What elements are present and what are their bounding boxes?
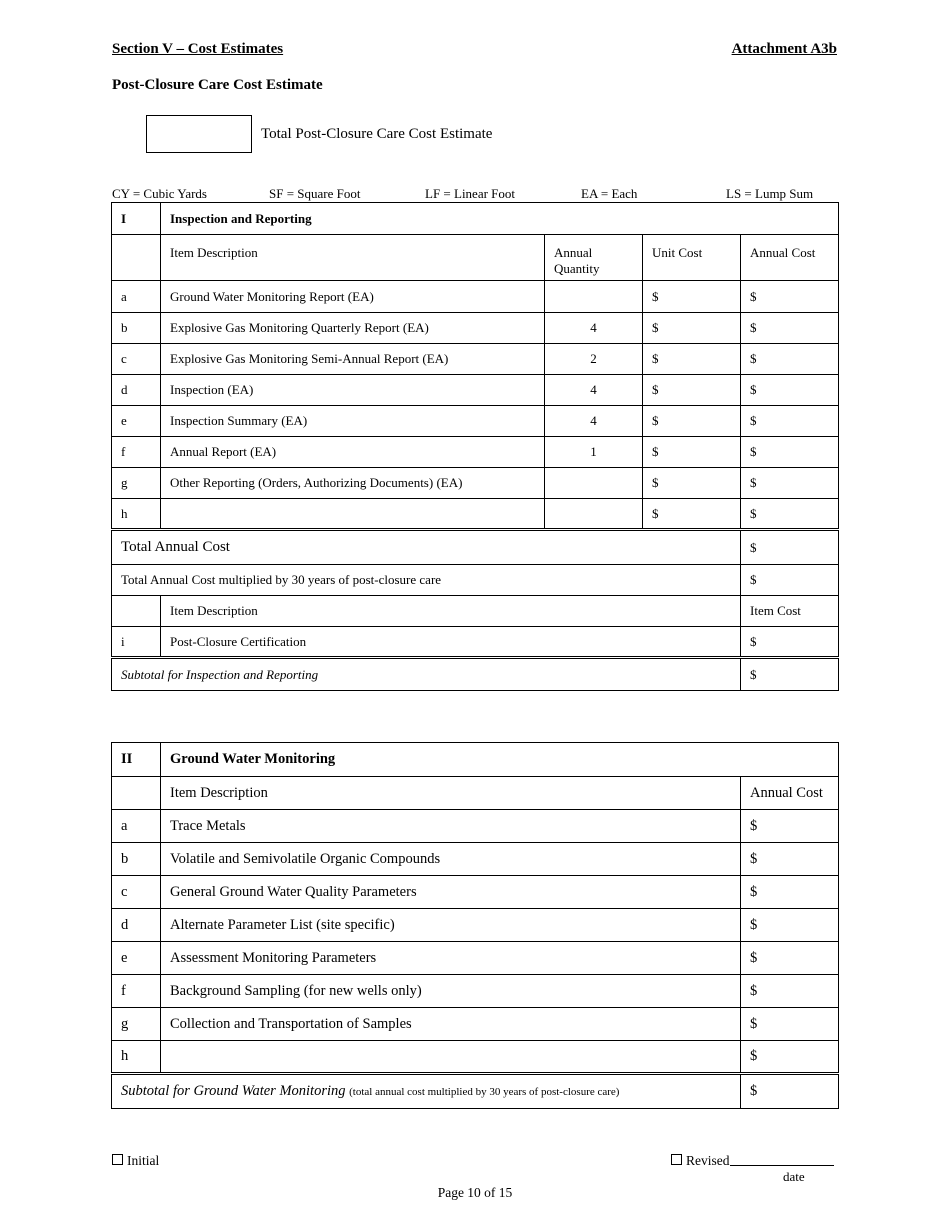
row-description: Other Reporting (Orders, Authorizing Documents) (EA) — [161, 468, 545, 499]
subtotal-label-cell — [112, 1074, 741, 1109]
row-annual-cost[interactable]: $ — [741, 437, 839, 468]
row-annual-cost[interactable]: $ — [741, 313, 839, 344]
table-row — [112, 876, 839, 909]
row-unit-cost[interactable]: $ — [643, 468, 741, 499]
row-annual-cost[interactable]: $ — [741, 843, 839, 876]
col-item-description-2: Item Description — [161, 596, 741, 627]
row-unit-cost[interactable]: $ — [643, 437, 741, 468]
subtotal-note: (total annual cost multiplied by 30 years of post-closure care) — [349, 1086, 620, 1098]
row-id: c — [112, 876, 161, 909]
row-unit-cost[interactable]: $ — [643, 375, 741, 406]
row-id: g — [112, 1008, 161, 1041]
row-unit-cost[interactable]: $ — [643, 313, 741, 344]
table-row — [112, 344, 839, 375]
row-description: Explosive Gas Monitoring Quarterly Report (EA) — [161, 313, 545, 344]
row-description: Ground Water Monitoring Report (EA) — [161, 281, 545, 313]
row-annual-cost[interactable]: $ — [741, 499, 839, 530]
row-id: f — [112, 975, 161, 1008]
total-30-years-value[interactable]: $ — [741, 565, 839, 596]
row-id: h — [112, 499, 161, 530]
row-quantity[interactable]: 1 — [545, 437, 643, 468]
section-title: Inspection and Reporting — [161, 203, 839, 235]
section-heading: Section V – Cost Estimates — [112, 41, 284, 57]
row-description: General Ground Water Quality Parameters — [161, 876, 741, 909]
total-estimate-input[interactable] — [146, 115, 252, 153]
row-quantity[interactable]: 4 — [545, 406, 643, 437]
total-annual-cost-value[interactable]: $ — [741, 530, 839, 565]
revised-date-field[interactable] — [730, 1153, 834, 1166]
attachment-heading: Attachment A3b — [731, 41, 837, 57]
row-id: i — [112, 627, 161, 658]
table-row — [112, 281, 839, 313]
row-unit-cost[interactable]: $ — [643, 406, 741, 437]
total-annual-cost-label: Total Annual Cost — [112, 530, 741, 565]
col-unit-cost: Unit Cost — [643, 235, 741, 281]
row-annual-cost[interactable]: $ — [741, 810, 839, 843]
row-id: c — [112, 344, 161, 375]
row-description[interactable] — [161, 499, 545, 530]
row-annual-cost[interactable]: $ — [741, 468, 839, 499]
table-row — [112, 313, 839, 344]
table-row — [112, 627, 839, 658]
row-quantity[interactable] — [545, 281, 643, 313]
initial-option[interactable] — [112, 1153, 159, 1169]
table-row — [112, 499, 839, 530]
row-item-cost[interactable]: $ — [741, 627, 839, 658]
row-id: a — [112, 281, 161, 313]
subtotal-value[interactable]: $ — [741, 1074, 839, 1109]
section-number: II — [112, 743, 161, 777]
row-annual-cost[interactable]: $ — [741, 876, 839, 909]
checkbox-icon[interactable] — [671, 1154, 682, 1165]
row-annual-cost[interactable]: $ — [741, 344, 839, 375]
col-item-description: Item Description — [161, 235, 545, 281]
row-id: b — [112, 843, 161, 876]
row-quantity[interactable]: 4 — [545, 375, 643, 406]
row-annual-cost[interactable]: $ — [741, 1008, 839, 1041]
table-row — [112, 810, 839, 843]
legend-ls: LS = Lump Sum — [726, 186, 814, 201]
row-description: Alternate Parameter List (site specific) — [161, 909, 741, 942]
section-number: I — [112, 203, 161, 235]
row-description: Annual Report (EA) — [161, 437, 545, 468]
row-quantity[interactable] — [545, 499, 643, 530]
col-annual-cost: Annual Cost — [741, 777, 839, 810]
inspection-reporting-table — [111, 202, 839, 691]
row-annual-cost[interactable]: $ — [741, 406, 839, 437]
table-row — [112, 1041, 839, 1074]
table-row — [112, 437, 839, 468]
subtotal-label: Subtotal for Ground Water Monitoring — [121, 1083, 346, 1099]
row-id: g — [112, 468, 161, 499]
row-id: e — [112, 942, 161, 975]
subtotal-label: Subtotal for Inspection and Reporting — [112, 658, 741, 691]
row-annual-cost[interactable]: $ — [741, 1041, 839, 1074]
row-annual-cost[interactable]: $ — [741, 909, 839, 942]
row-description: Trace Metals — [161, 810, 741, 843]
row-quantity[interactable] — [545, 468, 643, 499]
header-id-cell — [112, 596, 161, 627]
row-unit-cost[interactable]: $ — [643, 281, 741, 313]
page-title: Post-Closure Care Cost Estimate — [112, 77, 323, 93]
row-annual-cost[interactable]: $ — [741, 942, 839, 975]
total-estimate-label: Total Post-Closure Care Cost Estimate — [261, 126, 493, 142]
ground-water-monitoring-table — [111, 742, 839, 1109]
row-id: a — [112, 810, 161, 843]
checkbox-icon[interactable] — [112, 1154, 123, 1165]
row-description: Inspection (EA) — [161, 375, 545, 406]
row-description: Collection and Transportation of Samples — [161, 1008, 741, 1041]
col-item-cost: Item Cost — [741, 596, 839, 627]
row-description: Post-Closure Certification — [161, 627, 741, 658]
row-annual-cost[interactable]: $ — [741, 975, 839, 1008]
col-item-description: Item Description — [161, 777, 741, 810]
initial-label: Initial — [127, 1153, 160, 1168]
row-id: b — [112, 313, 161, 344]
table-row — [112, 942, 839, 975]
table-row — [112, 1008, 839, 1041]
row-annual-cost[interactable]: $ — [741, 375, 839, 406]
row-id: d — [112, 909, 161, 942]
section-title: Ground Water Monitoring — [161, 743, 839, 777]
header-id-cell — [112, 235, 161, 281]
legend-ea: EA = Each — [581, 186, 638, 201]
row-description[interactable] — [161, 1041, 741, 1074]
table-row — [112, 843, 839, 876]
row-id: e — [112, 406, 161, 437]
date-caption: date — [783, 1169, 805, 1184]
legend-sf: SF = Square Foot — [269, 186, 361, 201]
row-description: Volatile and Semivolatile Organic Compounds — [161, 843, 741, 876]
row-unit-cost[interactable]: $ — [643, 499, 741, 530]
total-30-years-label: Total Annual Cost multiplied by 30 years of post-closure care — [112, 565, 741, 596]
row-quantity[interactable]: 2 — [545, 344, 643, 375]
page-number: Page 10 of 15 — [437, 1185, 513, 1200]
col-annual-cost: Annual Cost — [741, 235, 839, 281]
row-unit-cost[interactable]: $ — [643, 344, 741, 375]
row-description: Background Sampling (for new wells only) — [161, 975, 741, 1008]
col-annual-quantity: Annual Quantity — [545, 235, 643, 281]
subtotal-value[interactable]: $ — [741, 658, 839, 691]
row-description: Inspection Summary (EA) — [161, 406, 545, 437]
legend-cy: CY = Cubic Yards — [112, 186, 207, 201]
table-row — [112, 975, 839, 1008]
revised-label: Revised — [686, 1153, 730, 1168]
table-row — [112, 909, 839, 942]
revised-option[interactable] — [671, 1153, 834, 1169]
row-description: Assessment Monitoring Parameters — [161, 942, 741, 975]
row-id: f — [112, 437, 161, 468]
row-description: Explosive Gas Monitoring Semi-Annual Report (EA) — [161, 344, 545, 375]
table-row — [112, 375, 839, 406]
header-id-cell — [112, 777, 161, 810]
row-id: h — [112, 1041, 161, 1074]
row-id: d — [112, 375, 161, 406]
row-annual-cost[interactable]: $ — [741, 281, 839, 313]
row-quantity[interactable]: 4 — [545, 313, 643, 344]
legend-lf: LF = Linear Foot — [425, 186, 516, 201]
table-row — [112, 406, 839, 437]
table-row — [112, 468, 839, 499]
